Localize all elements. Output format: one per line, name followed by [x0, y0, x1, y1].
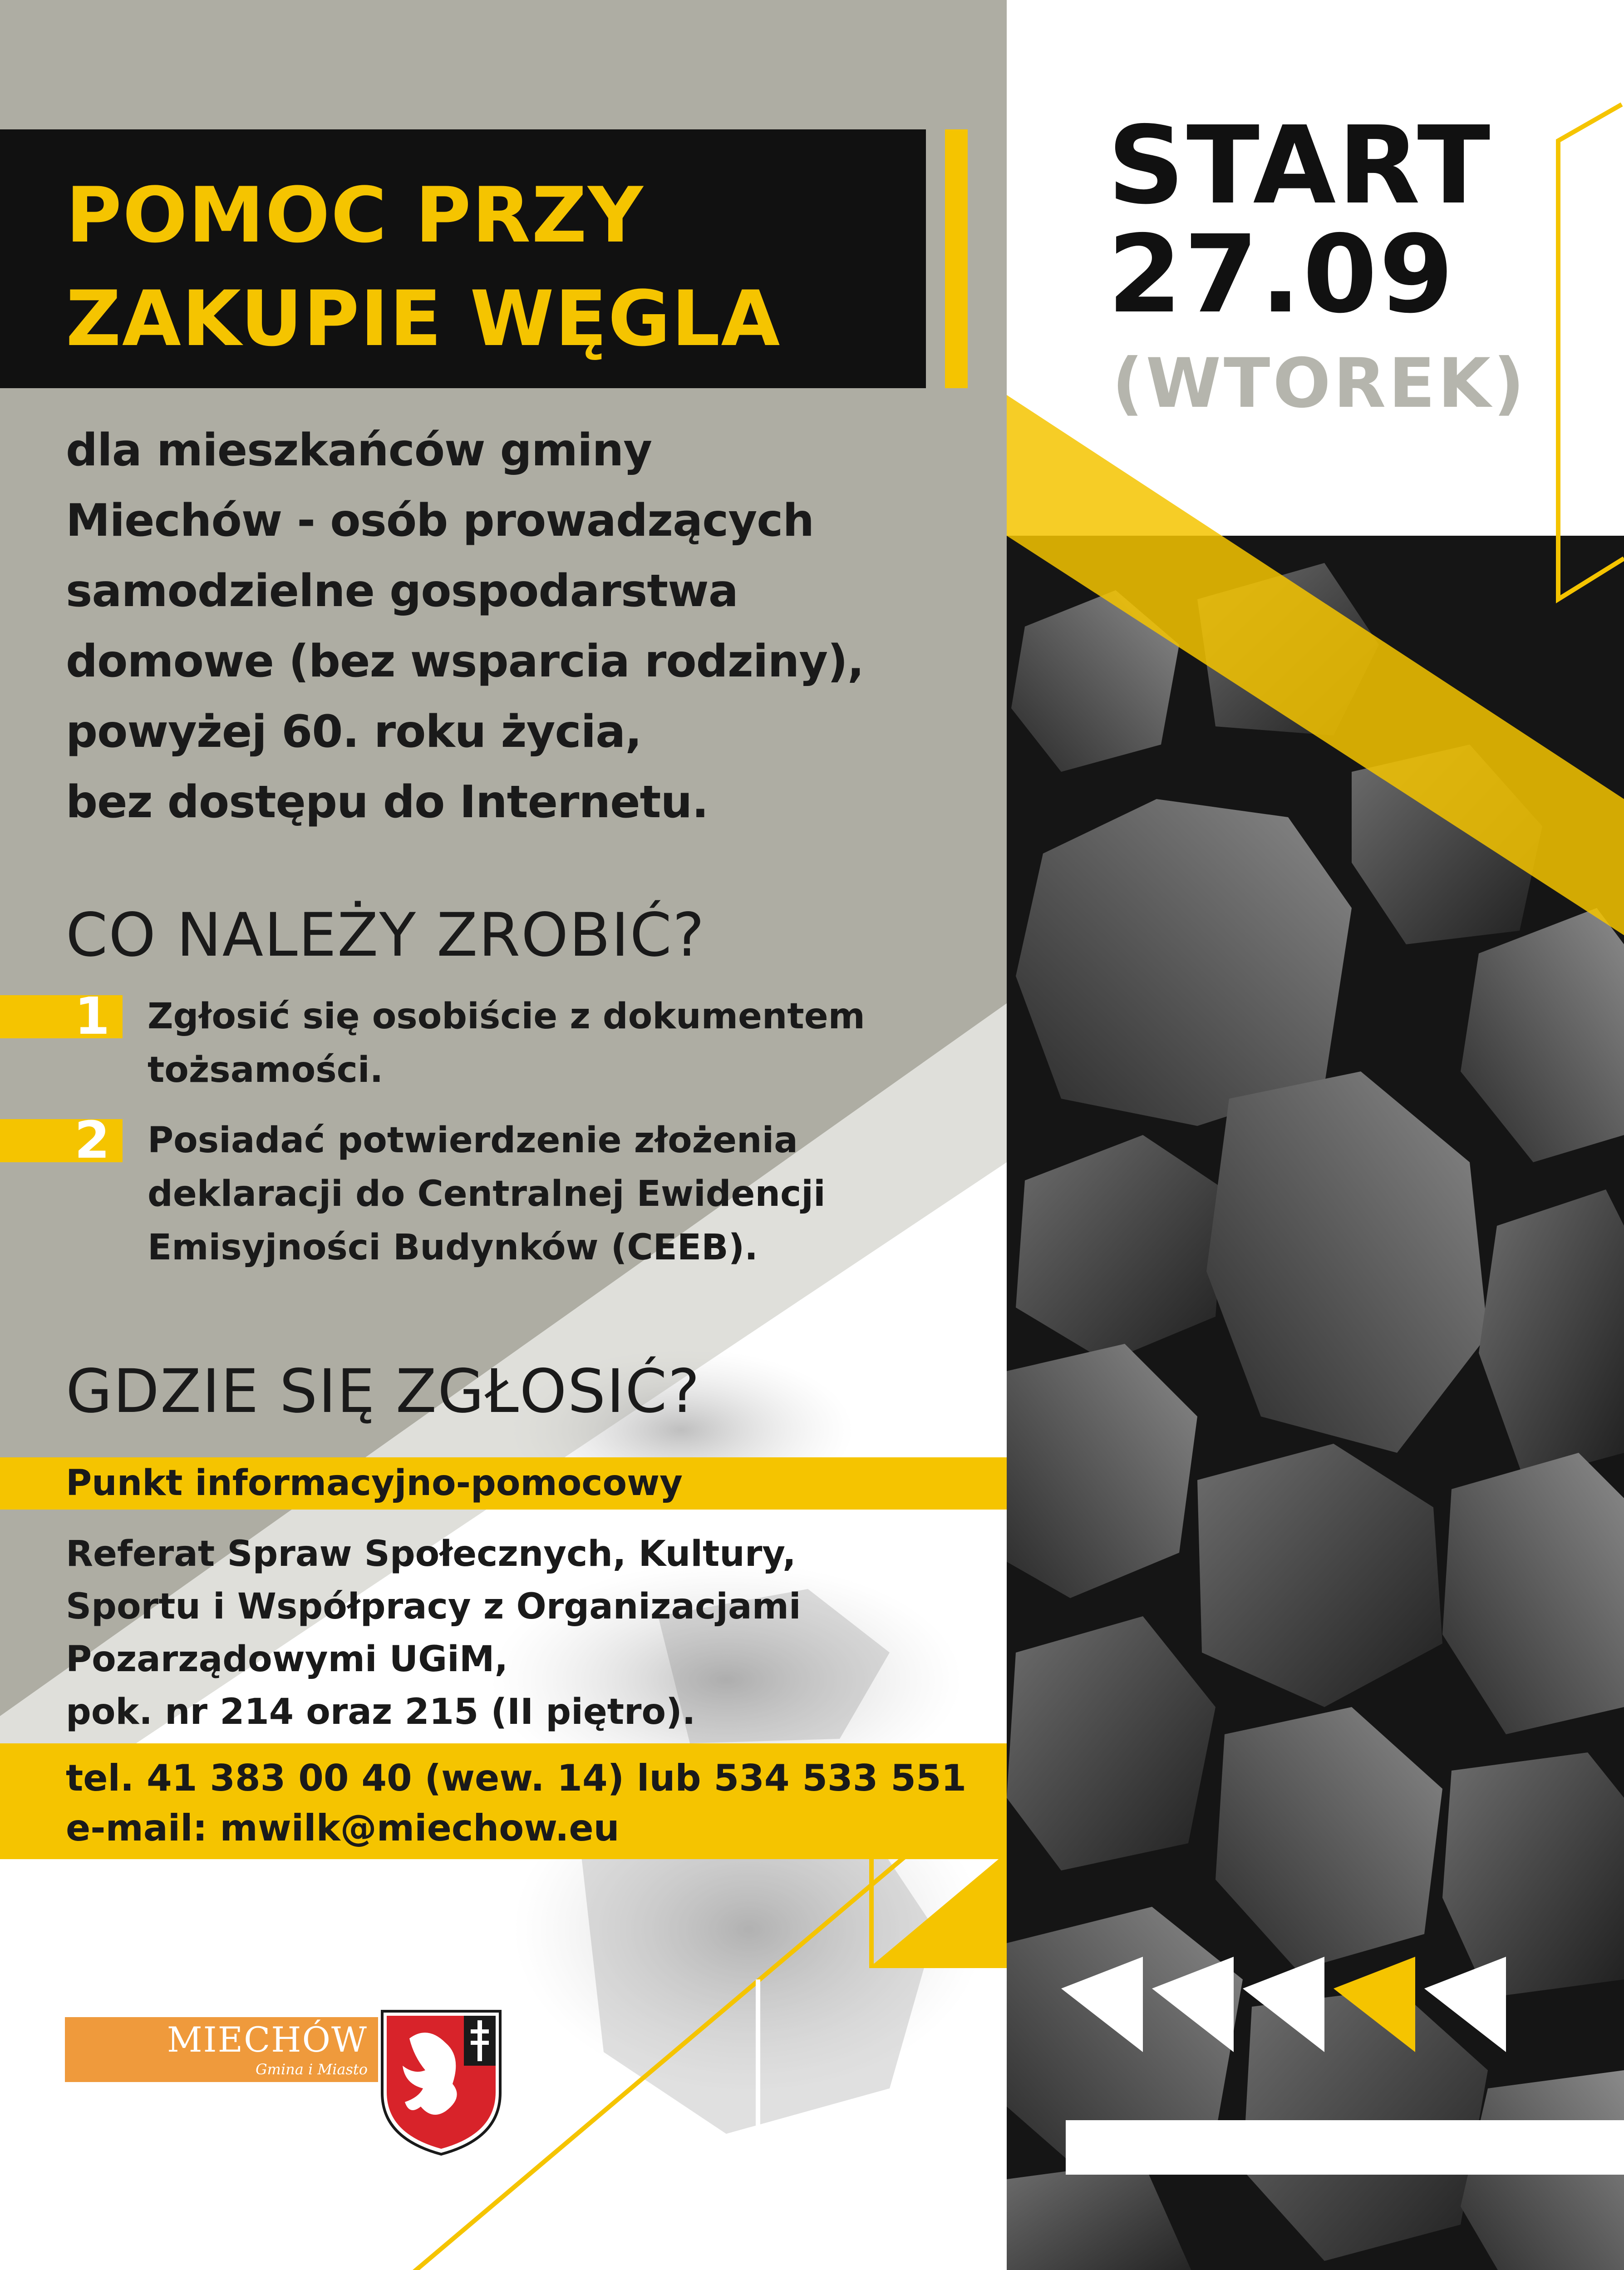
what-to-do-heading: CO NALEŻY ZROBIĆ? [66, 900, 705, 970]
email-address: e-mail: mwilk@miechow.eu [66, 1807, 620, 1849]
step-number-badge [0, 1111, 123, 1170]
where-heading: GDZIE SIĘ ZGŁOSIĆ? [66, 1357, 701, 1426]
start-date: 27.09 [1107, 212, 1456, 337]
start-weekday: (WTOREK) [1112, 344, 1527, 423]
step-text: Posiadać potwierdzenie złożenia deklaracji do Centralnej Ewidencji Emisyjności Budynków (CEEB). [148, 1120, 826, 1268]
logo-subtitle: Gmina i Miasto [255, 2061, 368, 2078]
page-title: POMOC PRZY ZAKUPIE WĘGLA [66, 171, 781, 363]
title-accent-bar [945, 129, 968, 388]
point-label: Punkt informacyjno-pomocowy [66, 1463, 683, 1504]
address-text: Referat Spraw Społecznych, Kultury, Sportu i Współpracy z Organizacjami Pozarządowymi UGiM, pok. nr 214 oraz 215 (II piętro). [66, 1534, 801, 1732]
logo-name: MIECHÓW [167, 2019, 368, 2060]
step-number: 1 [74, 987, 110, 1046]
step-text: Zgłosić się osobiście z dokumentem tożsamości. [148, 996, 865, 1091]
coat-of-arms-icon [378, 2007, 505, 2156]
coal-image [1007, 0, 1624, 2270]
step-number: 2 [74, 1111, 110, 1170]
intro-text: dla mieszkańców gminy Miechów - osób prowadzących samodzielne gospodarstwa domowe (bez wsparcia rodziny), powyżej 60. roku życia, bez dostępu do Internetu. [66, 424, 864, 828]
step-number-badge [0, 987, 123, 1046]
phone-number: tel. 41 383 00 40 (wew. 14) lub 534 533 551 [66, 1757, 967, 1799]
start-label: START [1107, 103, 1492, 228]
